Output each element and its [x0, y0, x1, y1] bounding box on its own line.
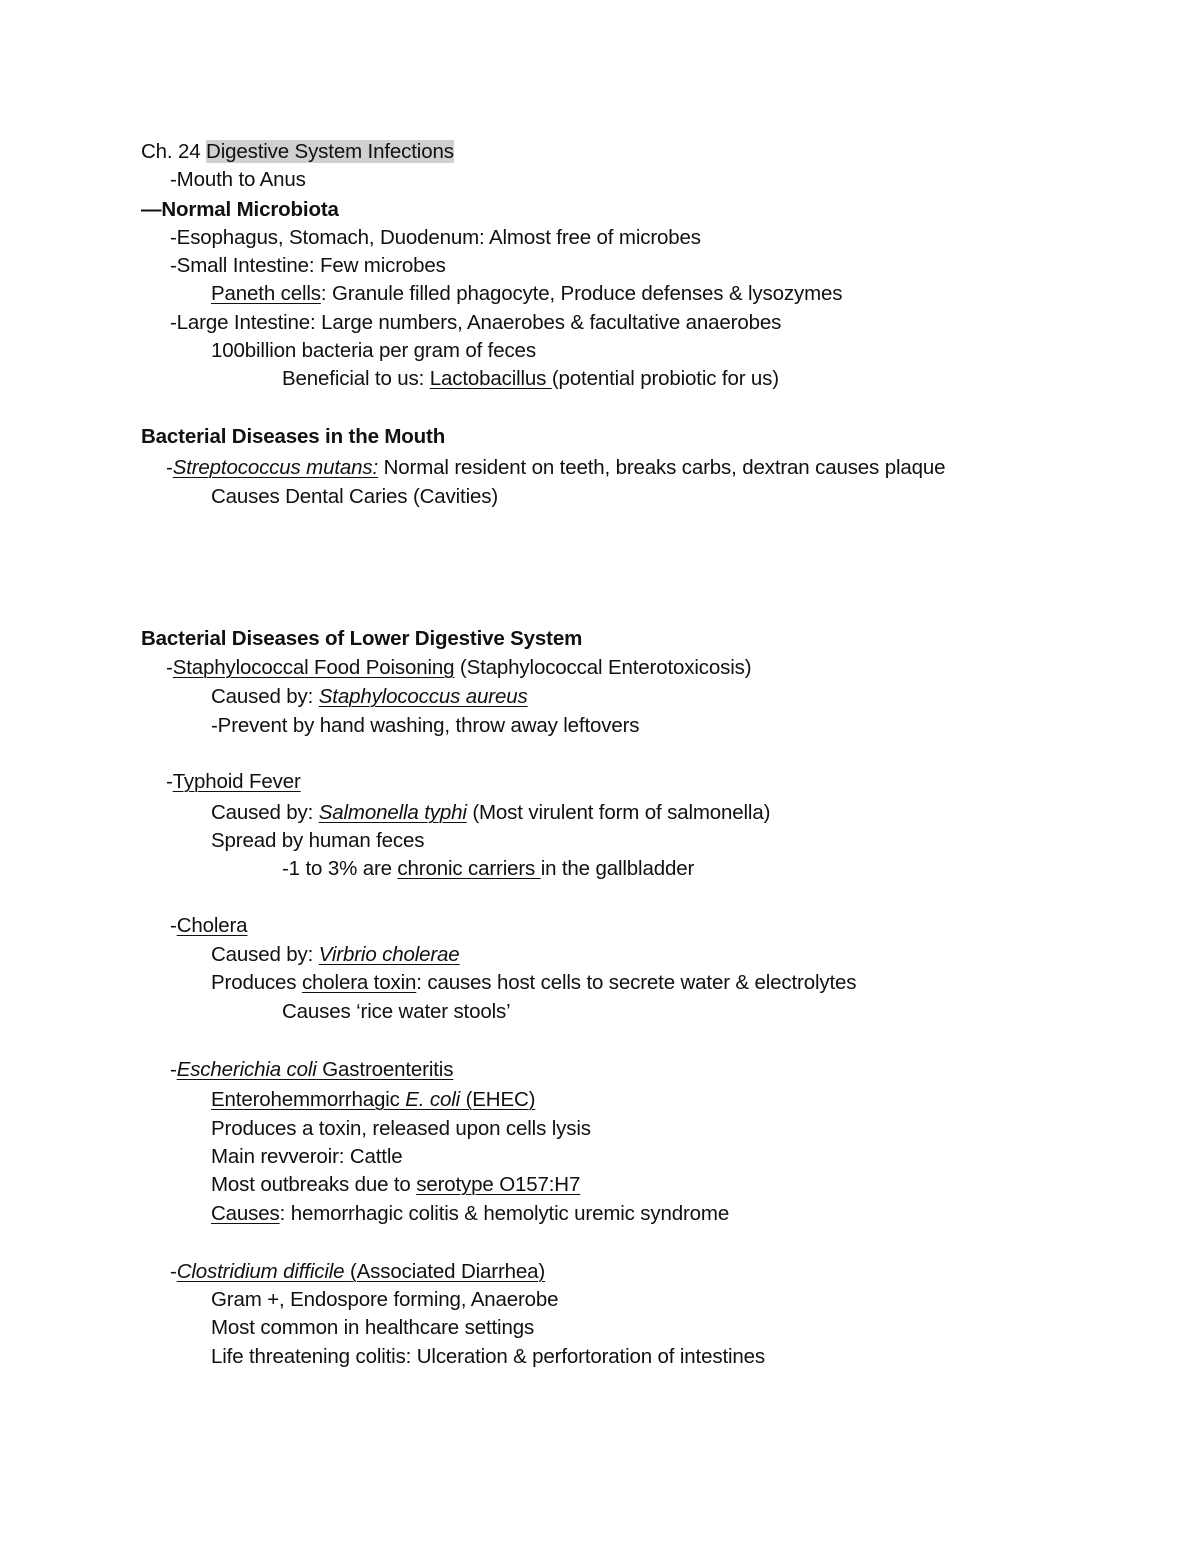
ecoli-name-italic: Escherichia coli [176, 1058, 317, 1081]
typhoid-carriers-line [282, 856, 694, 882]
ehec-line [211, 1087, 535, 1113]
esophagus-line: -Esophagus, Stomach, Duodenum: Almost free of microbes [170, 226, 701, 249]
lower-heading: Bacterial Diseases of Lower Digestive System [141, 627, 583, 650]
paneth-term: Paneth cells [211, 282, 321, 305]
typhoid-line [166, 769, 301, 795]
ecoli-line [170, 1057, 453, 1083]
beneficial-rest: (potential probiotic for us) [551, 367, 779, 390]
staph-name: Staphylococcal Food Poisoning [172, 656, 455, 679]
billion-line: 100billion bacteria per gram of feces [211, 339, 536, 362]
staph-prevent-line: -Prevent by hand washing, throw away leftovers [211, 714, 640, 737]
cdiff-colitis-line: Life threatening colitis: Ulceration & perfortoration of intestines [211, 1345, 766, 1368]
ehec-italic: E. coli [405, 1088, 461, 1111]
cdiff-line [170, 1259, 545, 1285]
paneth-line [211, 281, 842, 307]
cholera-caused-line [211, 942, 460, 968]
ecoli-reservoir-line: Main revveroir: Cattle [211, 1145, 403, 1168]
typhoid-name: Typhoid Fever [172, 770, 301, 793]
staph-caused-term: Staphylococcus aureus [318, 685, 528, 708]
cholera-name: Cholera [176, 914, 248, 937]
ehec-pre: Enterohemmorrhagic [211, 1088, 406, 1111]
typhoid-caused-line [211, 800, 770, 826]
cdiff-gram-line: Gram +, Endospore forming, Anaerobe [211, 1288, 559, 1311]
carriers-pre: -1 to 3% are [282, 857, 398, 880]
ecoli-causes-line [211, 1201, 729, 1227]
strep-term: Streptococcus mutans: [172, 456, 379, 479]
staph-line [166, 655, 751, 681]
causes-rest: : hemorrhagic colitis & hemolytic uremic syndrome [279, 1202, 730, 1225]
produces-term: cholera toxin [301, 971, 417, 994]
typhoid-dash: - [166, 770, 173, 793]
small-intestine-line: -Small Intestine: Few microbes [170, 254, 446, 277]
beneficial-term: Lactobacillus [429, 367, 552, 390]
cholera-dash: - [170, 914, 177, 937]
carriers-rest: in the gallbladder [540, 857, 695, 880]
ecoli-dash: - [170, 1058, 177, 1081]
staph-caused-line [211, 684, 528, 710]
typhoid-caused-rest: (Most virulent form of salmonella) [466, 801, 771, 824]
typhoid-caused-term: Salmonella typhi [318, 801, 467, 824]
paneth-rest: : Granule filled phagocyte, Produce defenses & lysozymes [320, 282, 843, 305]
cholera-rice-line: Causes ‘rice water stools’ [282, 1000, 511, 1023]
staph-caused-pre: Caused by: [211, 685, 319, 708]
outbreaks-term: serotype O157:H7 [416, 1173, 581, 1196]
page-title [141, 139, 454, 165]
ecoli-toxin-line: Produces a toxin, released upon cells lysis [211, 1117, 591, 1140]
strep-rest: Normal resident on teeth, breaks carbs, dextran causes plaque [378, 456, 946, 479]
cdiff-dash: - [170, 1260, 177, 1283]
strep-line [166, 455, 945, 481]
cdiff-name-italic: Clostridium difficile [176, 1260, 345, 1283]
large-intestine-line: -Large Intestine: Large numbers, Anaerobes & facultative anaerobes [170, 311, 782, 334]
mouth-to-anus: -Mouth to Anus [170, 168, 306, 191]
causes-term: Causes [211, 1202, 280, 1225]
carriers-term: chronic carriers [397, 857, 541, 880]
strep-dash: - [166, 456, 173, 479]
outbreaks-pre: Most outbreaks due to [211, 1173, 417, 1196]
cholera-caused-term: Virbrio cholerae [318, 943, 460, 966]
caries-line: Causes Dental Caries (Cavities) [211, 485, 499, 508]
cholera-produces-line [211, 970, 856, 996]
produces-pre: Produces [211, 971, 302, 994]
normal-microbiota-heading: —Normal Microbiota [141, 198, 339, 221]
title-highlight: Digestive System Infections [206, 140, 454, 163]
ehec-rest: (EHEC) [460, 1088, 536, 1111]
cholera-line [170, 913, 247, 939]
cdiff-name-rest: (Associated Diarrhea) [344, 1260, 546, 1283]
typhoid-spread-line: Spread by human feces [211, 829, 425, 852]
beneficial-pre: Beneficial to us: [282, 367, 430, 390]
cholera-caused-pre: Caused by: [211, 943, 319, 966]
staph-dash: - [166, 656, 173, 679]
produces-rest: : causes host cells to secrete water & electrolytes [416, 971, 857, 994]
ecoli-outbreaks-line [211, 1172, 580, 1198]
title-prefix: Ch. 24 [141, 140, 207, 163]
ecoli-name-rest: Gastroenteritis [316, 1058, 454, 1081]
mouth-heading: Bacterial Diseases in the Mouth [141, 425, 446, 448]
cdiff-common-line: Most common in healthcare settings [211, 1316, 535, 1339]
typhoid-caused-pre: Caused by: [211, 801, 319, 824]
beneficial-line [282, 366, 779, 392]
staph-name-rest: (Staphylococcal Enterotoxicosis) [454, 656, 752, 679]
